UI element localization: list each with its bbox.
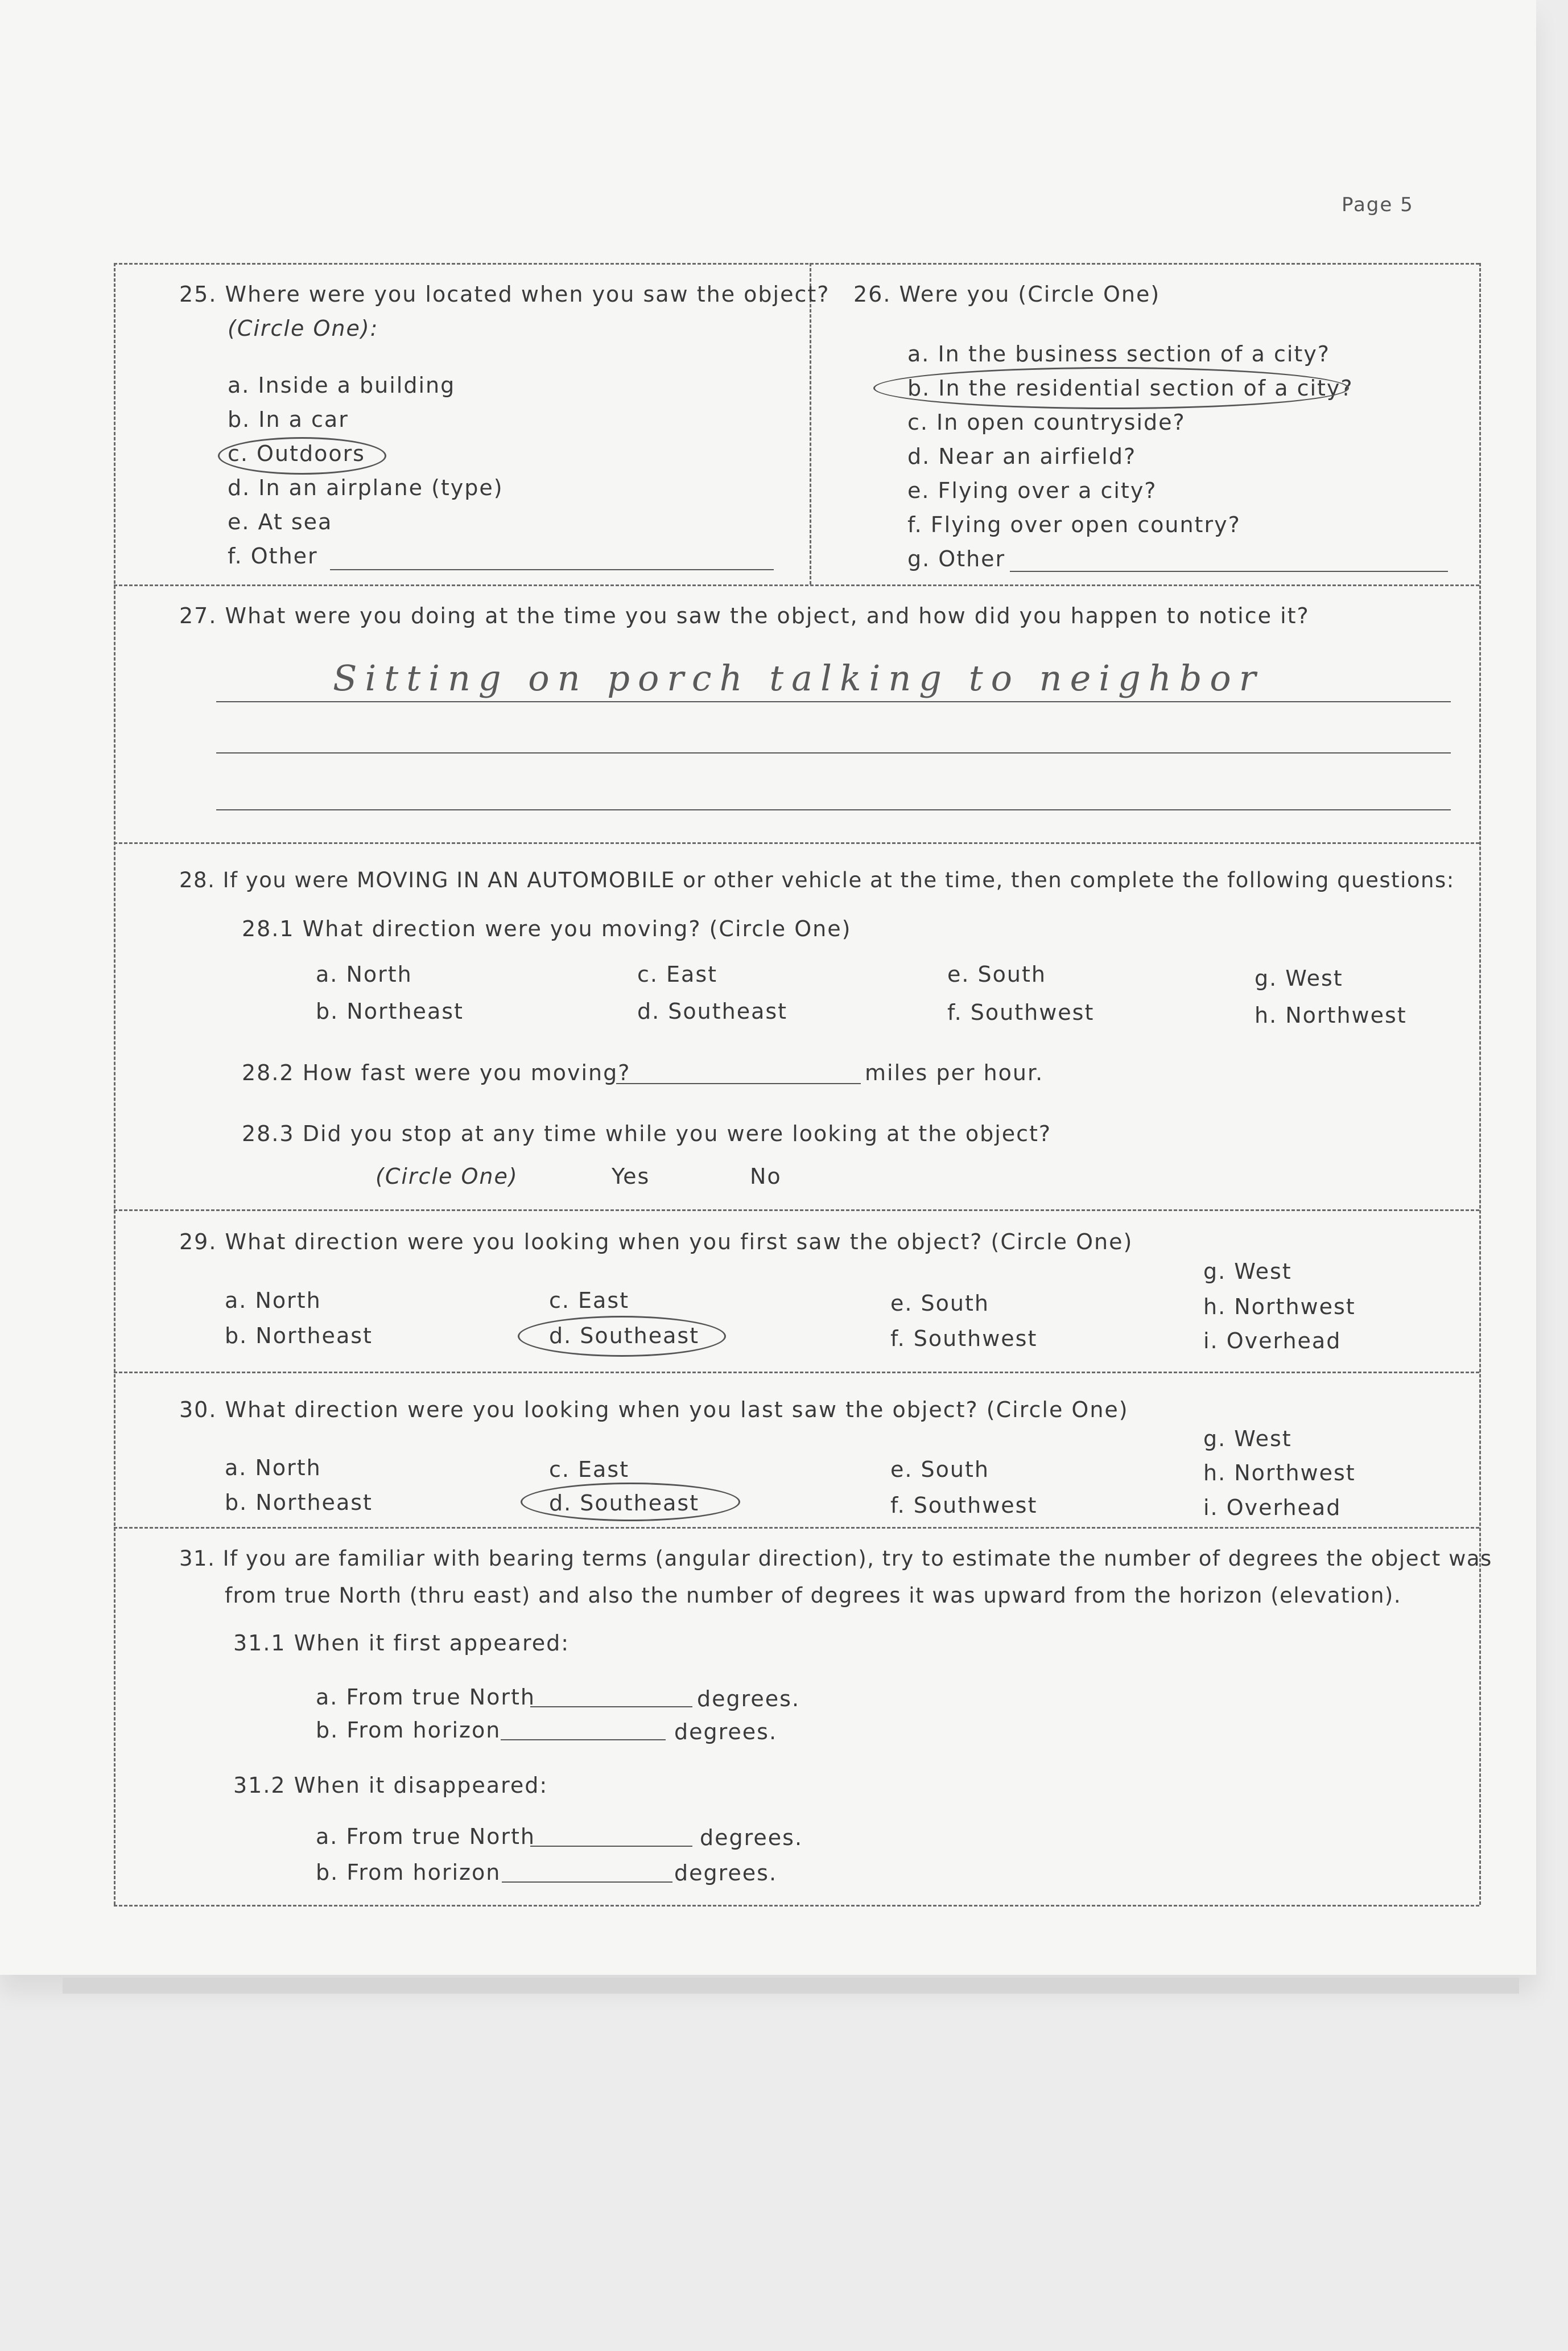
frame-bottom — [114, 1905, 1479, 1907]
q27-answer-line-3[interactable] — [216, 809, 1451, 810]
q29-option-a[interactable]: a. North — [225, 1288, 321, 1313]
q29-selection-circle — [518, 1316, 726, 1357]
q31-question-line1: 31. If you are familiar with bearing terms (angular direction), try to estimate the number of degrees the object was — [179, 1546, 1492, 1571]
divider-after-q27 — [114, 842, 1479, 844]
q29-option-h[interactable]: h. Northwest — [1203, 1294, 1356, 1319]
q26-question: 26. Were you (Circle One) — [853, 282, 1161, 307]
q31-1-label: 31.1 When it first appeared: — [233, 1631, 570, 1656]
q27-answer-line-1[interactable] — [216, 701, 1451, 702]
q26-option-d[interactable]: d. Near an airfield? — [907, 444, 1137, 469]
frame-left — [114, 263, 115, 1905]
q28-1-option-c[interactable]: c. East — [637, 962, 718, 987]
q26-option-f[interactable]: f. Flying over open country? — [907, 512, 1241, 537]
q29-question: 29. What direction were you looking when you first saw the object? (Circle One) — [179, 1229, 1133, 1254]
q25-option-b[interactable]: b. In a car — [228, 407, 349, 432]
q31-2-b-unit: degrees. — [674, 1860, 778, 1885]
q31-1-a-label: a. From true North — [316, 1685, 536, 1710]
q30-option-b[interactable]: b. Northeast — [225, 1490, 373, 1515]
q30-option-c[interactable]: c. East — [549, 1457, 630, 1482]
frame-right — [1479, 263, 1481, 1905]
q31-2-a-line[interactable] — [530, 1846, 692, 1847]
divider-after-q29 — [114, 1372, 1479, 1373]
q26-option-a[interactable]: a. In the business section of a city? — [907, 341, 1330, 367]
q28-2-suffix: miles per hour. — [865, 1060, 1044, 1085]
divider-after-q30 — [114, 1527, 1479, 1529]
q25-instruction: (Circle One): — [228, 316, 379, 341]
q27-question: 27. What were you doing at the time you saw the object, and how did you happen to notice it? — [179, 603, 1310, 628]
q25-option-e[interactable]: e. At sea — [228, 509, 333, 534]
q31-1-b-unit: degrees. — [674, 1719, 778, 1744]
q25-option-c[interactable]: c. Outdoors — [228, 441, 365, 466]
q28-3-question: 28.3 Did you stop at any time while you were looking at the object? — [242, 1121, 1052, 1146]
divider-q25-q26 — [810, 263, 811, 584]
q28-1-question: 28.1 What direction were you moving? (Circle One) — [242, 916, 852, 941]
q29-option-i[interactable]: i. Overhead — [1203, 1328, 1342, 1353]
q29-option-f[interactable]: f. Southwest — [890, 1326, 1038, 1351]
q26-selection-circle — [873, 367, 1349, 409]
q30-option-f[interactable]: f. Southwest — [890, 1493, 1038, 1518]
q31-2-b-line[interactable] — [502, 1881, 672, 1883]
q30-option-g[interactable]: g. West — [1203, 1426, 1292, 1451]
q25-other-line[interactable] — [330, 569, 774, 570]
q31-2-b-label: b. From horizon — [316, 1860, 501, 1885]
q28-question: 28. If you were MOVING IN AN AUTOMOBILE or other vehicle at the time, then complete the following questions: — [179, 868, 1455, 892]
q28-1-option-h[interactable]: h. Northwest — [1255, 1003, 1407, 1028]
q30-option-h[interactable]: h. Northwest — [1203, 1460, 1356, 1485]
q30-option-d[interactable]: d. Southeast — [549, 1491, 700, 1516]
q28-3-no[interactable]: No — [750, 1164, 782, 1189]
q27-answer-line-2[interactable] — [216, 752, 1451, 754]
q28-1-option-a[interactable]: a. North — [316, 962, 412, 987]
q29-option-d[interactable]: d. Southeast — [549, 1323, 700, 1348]
q25-option-f[interactable]: f. Other — [228, 544, 318, 569]
q31-2-label: 31.2 When it disappeared: — [233, 1773, 548, 1798]
q29-option-b[interactable]: b. Northeast — [225, 1323, 373, 1348]
q27-handwritten-answer: Sitting on porch talking to neighbor — [333, 657, 1264, 699]
q30-selection-circle — [521, 1483, 740, 1521]
q25-option-a[interactable]: a. Inside a building — [228, 373, 456, 398]
q30-option-i[interactable]: i. Overhead — [1203, 1495, 1342, 1520]
q25-selection-circle — [218, 437, 386, 475]
q31-2-a-unit: degrees. — [700, 1825, 803, 1850]
q28-3-instruction: (Circle One) — [376, 1164, 518, 1189]
divider-after-q25 — [114, 584, 1479, 586]
q28-2-prefix: 28.2 How fast were you moving? — [242, 1060, 631, 1085]
divider-after-q28 — [114, 1209, 1479, 1211]
q31-1-b-label: b. From horizon — [316, 1718, 501, 1743]
q26-option-c[interactable]: c. In open countryside? — [907, 410, 1186, 435]
q25-question: 25. Where were you located when you saw the object? — [179, 282, 830, 307]
q26-option-g[interactable]: g. Other — [907, 546, 1006, 571]
q31-1-a-line[interactable] — [530, 1706, 692, 1707]
q31-1-a-unit: degrees. — [697, 1686, 800, 1711]
q31-2-a-label: a. From true North — [316, 1824, 536, 1849]
q28-1-option-d[interactable]: d. Southeast — [637, 999, 788, 1024]
q28-1-option-b[interactable]: b. Northeast — [316, 999, 464, 1024]
q28-1-option-g[interactable]: g. West — [1255, 966, 1343, 991]
q25-option-d[interactable]: d. In an airplane (type) — [228, 475, 504, 500]
page-number: Page 5 — [1342, 193, 1414, 216]
q26-other-line[interactable] — [1010, 571, 1448, 572]
q28-1-option-f[interactable]: f. Southwest — [947, 1000, 1095, 1025]
q29-option-c[interactable]: c. East — [549, 1288, 630, 1313]
q28-1-option-e[interactable]: e. South — [947, 962, 1046, 987]
q26-option-b[interactable]: b. In the residential section of a city? — [907, 376, 1354, 401]
q26-option-e[interactable]: e. Flying over a city? — [907, 478, 1157, 503]
q28-3-yes[interactable]: Yes — [612, 1164, 650, 1189]
frame-top — [114, 263, 1479, 265]
q28-2-speed-line[interactable] — [616, 1083, 861, 1084]
q31-question-line2: from true North (thru east) and also the number of degrees it was upward from the horizon (elevation). — [225, 1583, 1402, 1608]
q30-option-a[interactable]: a. North — [225, 1455, 321, 1480]
q31-1-b-line[interactable] — [501, 1739, 666, 1740]
q29-option-g[interactable]: g. West — [1203, 1259, 1292, 1284]
q29-option-e[interactable]: e. South — [890, 1291, 989, 1316]
q30-question: 30. What direction were you looking when you last saw the object? (Circle One) — [179, 1397, 1129, 1422]
sheet-edge-shadow — [63, 1978, 1519, 1994]
q30-option-e[interactable]: e. South — [890, 1457, 989, 1482]
